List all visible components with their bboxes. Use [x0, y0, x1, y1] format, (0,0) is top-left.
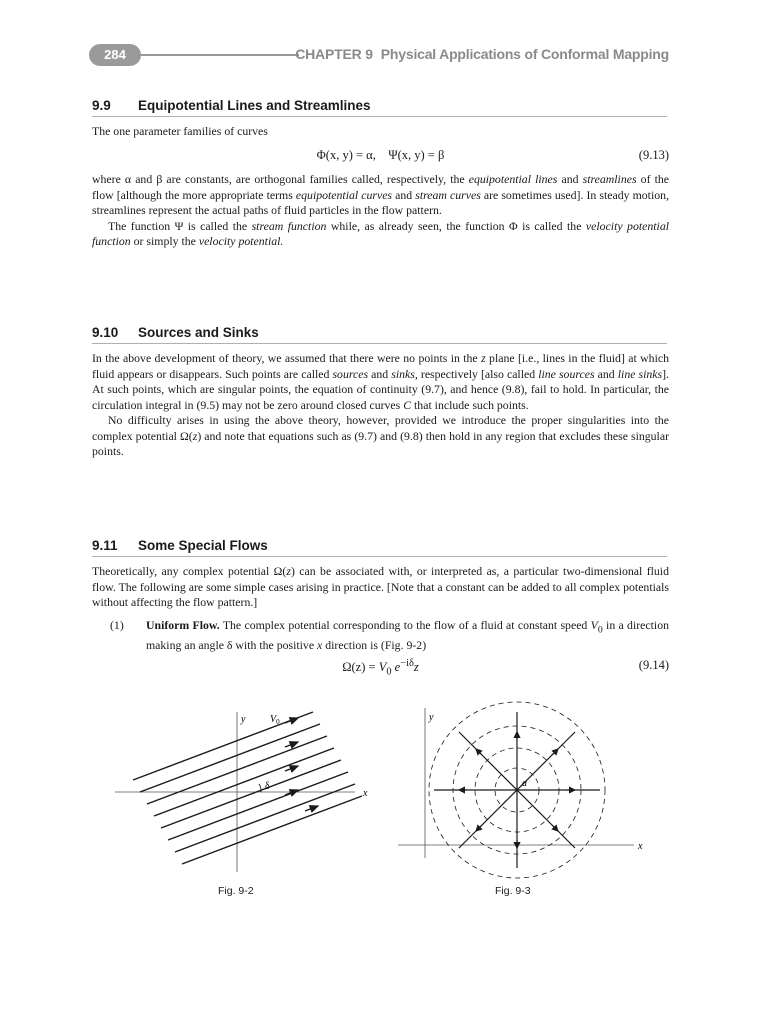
paragraph	[92, 124, 669, 140]
equation-body	[92, 148, 669, 163]
streamline	[154, 748, 334, 816]
section-number: 9.11	[92, 538, 118, 553]
paragraph-text: where α and β are constants, are orthogonal families called, respectively, the equipotential lines and streamlines of the flow [although the more appropriate terms equipotential curves and stream curves are sometimes used]. In steady motion, streamlines represent the actual paths of fluid particles in the flow pattern.	[92, 172, 670, 217]
x-axis-label: x	[363, 788, 368, 799]
y-axis-label: y	[429, 712, 434, 723]
header-rule	[139, 54, 299, 56]
equation-right: Ψ(x, y) = β	[388, 148, 445, 162]
section-title: Some Special Flows	[138, 538, 268, 553]
equation-tag: (9.13)	[638, 148, 669, 162]
figure-caption: Fig. 9-2	[218, 885, 254, 897]
velocity-label: $V_0$	[270, 714, 280, 726]
equation-9-13	[92, 148, 669, 166]
flow-arrow	[305, 806, 318, 811]
equation-left: Φ(x, y) = α,	[316, 148, 376, 162]
equation-body: $\Omega(z) = V_0$ $e^{-i\delta}z$	[342, 658, 419, 678]
flow-arrow	[552, 825, 558, 831]
item-text: Uniform Flow. The complex potential corresponding to the flow of a fluid at constant speed $V_0$ in a direction making an angle δ with the positive x direction is (Fig. 9-2)	[146, 618, 669, 652]
flow-arrow	[476, 749, 482, 755]
flow-arrow	[285, 742, 298, 747]
paragraph-text: The function Ψ is called the stream function while, as already seen, the function Φ is called the velocity potential function or simply the velocity potential.	[92, 218, 670, 248]
sentence: The one parameter families of curves	[92, 124, 268, 138]
paragraph	[92, 351, 669, 460]
flow-arrow	[552, 749, 558, 755]
section-title: Sources and Sinks	[138, 325, 259, 340]
x-axis-label: x	[638, 841, 643, 852]
chapter-label: CHAPTER 9	[295, 46, 373, 62]
equation-tag: (9.14)	[638, 658, 669, 672]
section-heading-9-9	[92, 98, 667, 117]
streamline	[140, 724, 320, 792]
paragraph	[92, 564, 669, 611]
flow-arrow	[285, 790, 298, 795]
section-number: 9.9	[92, 98, 111, 113]
flow-arrow	[285, 718, 298, 723]
section-heading-9-10	[92, 325, 667, 344]
equation-9-14	[92, 658, 669, 676]
list-item-uniform-flow	[110, 618, 669, 653]
page-number-badge: 284	[89, 44, 141, 66]
flow-arrow	[285, 766, 298, 771]
streamline	[168, 772, 348, 840]
chapter-heading	[295, 46, 669, 62]
figure-9-2	[105, 700, 375, 880]
paragraph-text: In the above development of theory, we assumed that there were no points in the z plane [i.e., lines in the fluid] at which fluid appears or disappears. Such points are called sources and sinks, respectively [also called line sources and line sinks]. At such points, which are singular points, the equation of continuity (9.7), and hence (9.8), fail to hold. In particular, the circulation integral in (9.5) may not be zero around closed curves C that include such points.	[92, 351, 670, 412]
streamline	[182, 796, 362, 864]
streamline	[161, 760, 341, 828]
running-header	[89, 44, 669, 68]
point-label: a	[522, 778, 527, 789]
paragraph-text: No difficulty arises in using the above theory, however, provided we introduce the proper singularities into the complex potential Ω(z) and note that equations such as (9.7) and (9.8) then hold in any region that excludes these singular points.	[92, 413, 669, 458]
streamline	[175, 784, 355, 852]
paragraph-text: Theoretically, any complex potential Ω(z) can be associated with, or interpreted as, a particular two-dimensional fluid flow. The following are some simple cases arising in practice. [Note that a constant can be added to all complex potentials without affecting the flow pattern.]	[92, 564, 669, 609]
paragraph	[92, 172, 669, 250]
figure-caption: Fig. 9-3	[495, 885, 531, 897]
y-axis-label: y	[241, 714, 246, 725]
angle-label: δ	[265, 781, 270, 792]
flow-arrow	[476, 825, 482, 831]
figure-9-3	[392, 700, 662, 880]
section-title: Equipotential Lines and Streamlines	[138, 98, 371, 113]
chapter-title: Physical Applications of Conformal Mapping	[380, 46, 669, 62]
section-heading-9-11	[92, 538, 667, 557]
section-number: 9.10	[92, 325, 119, 340]
item-label: (1)	[110, 618, 124, 632]
